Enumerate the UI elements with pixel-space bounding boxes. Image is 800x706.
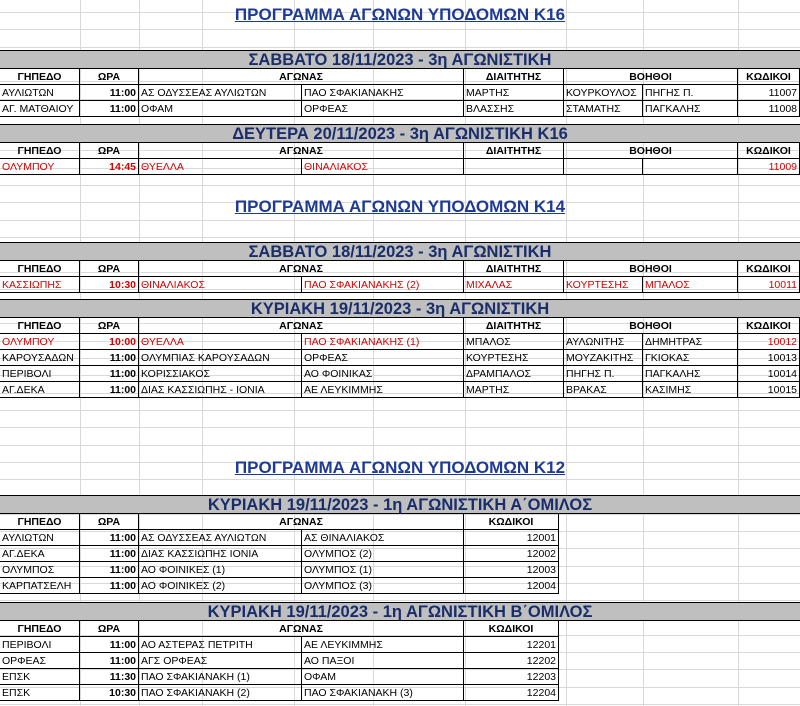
table-cell-time: 11:00 [80,530,139,546]
table-cell-field: ΟΛΥΜΠΟΣ [0,562,80,578]
table-cell-asst1: ΚΟΥΡΤΕΣΗΣ [564,277,643,293]
table-cell-code: 10014 [738,366,800,382]
table-cell-home: ΘΙΝΑΛΙΑΚΟΣ [139,277,302,293]
table-cell-code: 11007 [738,85,800,101]
gridline-horizontal [0,445,800,446]
gridline-horizontal [0,427,800,428]
header-code: ΚΩΔΙΚΟΙ [738,69,800,85]
table-cell-asst1: ΜΟΥΖΑΚΙΤΗΣ [564,350,643,366]
header-referee: ΔΙΑΙΤΗΤΗΣ [464,69,564,85]
table-cell-away: ΑΟ ΦΟΙΝΙΚΑΣ [302,366,464,382]
header-assistants: ΒΟΗΘΟΙ [564,318,738,334]
table-cell-time: 11:00 [80,366,139,382]
section-title: ΠΡΟΓΡΑΜΜΑ ΑΓΩΝΩΝ ΥΠΟΔΟΜΩΝ Κ16 [234,5,566,24]
table-cell-away: ΑΕ ΛΕΥΚΙΜΜΗΣ [302,382,464,398]
table-cell-code: 10013 [738,350,800,366]
table-cell-away: ΠΑΟ ΣΦΑΚΙΑΝΑΚΗ (3) [302,685,464,701]
header-match: ΑΓΩΝΑΣ [139,514,464,530]
table-cell-field: ΠΕΡΙΒΟΛΙ [0,637,80,653]
header-referee: ΔΙΑΙΤΗΤΗΣ [464,143,564,159]
table-cell-asst2: ΠΗΓΗΣ Π. [643,85,738,101]
table-cell-asst1: ΠΗΓΗΣ Π. [564,366,643,382]
header-assistants: ΒΟΗΘΟΙ [564,69,738,85]
table-cell-code: 12202 [464,653,559,669]
table-cell-time: 11:00 [80,653,139,669]
table-cell-home: ΔΙΑΣ ΚΑΣΣΙΩΠΗΣ - ΙΟΝΙΑ [139,382,302,398]
table-cell-field: ΕΠΣΚ [0,669,80,685]
table-cell-away: ΠΑΟ ΣΦΑΚΙΑΝΑΚΗΣ (2) [302,277,464,293]
gridline-horizontal [0,410,800,411]
table-cell-field: ΑΓ.ΔΕΚΑ [0,546,80,562]
table-cell-home: ΑΟ ΦΟΙΝΙΚΕΣ (2) [139,578,302,594]
section-title: ΠΡΟΓΡΑΜΜΑ ΑΓΩΝΩΝ ΥΠΟΔΟΜΩΝ Κ12 [234,458,566,477]
header-referee: ΔΙΑΙΤΗΤΗΣ [464,261,564,277]
table-cell-time: 11:00 [80,382,139,398]
header-referee: ΔΙΑΙΤΗΤΗΣ [464,318,564,334]
table-cell-time: 10:30 [80,685,139,701]
table-cell-time: 11:00 [80,562,139,578]
table-cell-field: ΑΓ. ΜΑΤΘΑΙΟΥ [0,101,80,117]
header-match: ΑΓΩΝΑΣ [139,318,464,334]
table-cell-code: 12002 [464,546,559,562]
table-cell-home: ΑΣ ΟΔΥΣΣΕΑΣ ΑΥΛΙΩΤΩΝ [139,85,302,101]
header-match: ΑΓΩΝΑΣ [139,621,464,637]
table-cell-field: ΑΥΛΙΩΤΩΝ [0,530,80,546]
table-cell-referee: ΒΛΑΣΣΗΣ [464,101,564,117]
table-cell-field: ΟΛΥΜΠΟΥ [0,334,80,350]
day-banner: ΚΥΡΙΑΚΗ 19/11/2023 - 3η ΑΓΩΝΙΣΤΙΚΗ [0,299,800,318]
header-code: ΚΩΔΙΚΟΙ [738,143,800,159]
table-cell-away: ΠΑΟ ΣΦΑΚΙΑΝΑΚΗΣ (1) [302,334,464,350]
gridline-horizontal [0,47,800,48]
table-cell-asst2: ΓΚΙΟΚΑΣ [643,350,738,366]
table-cell-code: 10015 [738,382,800,398]
table-cell-asst2 [643,159,738,175]
header-field: ΓΗΠΕΔΟ [0,69,80,85]
table-cell-home: ΑΟ ΦΟΙΝΙΚΕΣ (1) [139,562,302,578]
header-time: ΩΡΑ [80,621,139,637]
table-cell-referee: ΚΟΥΡΤΕΣΗΣ [464,350,564,366]
table-cell-asst2: ΠΑΓΚΑΛΗΣ [643,366,738,382]
table-cell-referee: ΔΡΑΜΠΑΛΟΣ [464,366,564,382]
table-cell-away: ΟΛΥΜΠΟΣ (1) [302,562,464,578]
gridline-horizontal [0,479,800,480]
header-code: ΚΩΔΙΚΟΙ [738,318,800,334]
table-cell-asst2: ΔΗΜΗΤΡΑΣ [643,334,738,350]
table-cell-code: 12204 [464,685,559,701]
table-cell-referee: ΜΑΡΤΗΣ [464,382,564,398]
table-cell-asst1: ΒΡΑΚΑΣ [564,382,643,398]
header-match: ΑΓΩΝΑΣ [139,143,464,159]
table-cell-away: ΟΦΑΜ [302,669,464,685]
table-cell-home: ΑΟ ΑΣΤΕΡΑΣ ΠΕΤΡΙΤΗ [139,637,302,653]
table-cell-time: 10:30 [80,277,139,293]
table-cell-asst2: ΠΑΓΚΑΛΗΣ [643,101,738,117]
table-cell-away: ΑΣ ΘΙΝΑΛΙΑΚΟΣ [302,530,464,546]
day-banner: ΚΥΡΙΑΚΗ 19/11/2023 - 1η ΑΓΩΝΙΣΤΙΚΗ Α΄ΟΜΙΛΟΣ [0,495,800,514]
header-code: ΚΩΔΙΚΟΙ [464,514,559,530]
header-time: ΩΡΑ [80,261,139,277]
table-cell-referee: ΜΠΑΛΟΣ [464,334,564,350]
header-assistants: ΒΟΗΘΟΙ [564,143,738,159]
table-cell-home: ΘΥΕΛΛΑ [139,159,302,175]
table-cell-time: 11:00 [80,578,139,594]
table-cell-field: ΑΓ.ΔΕΚΑ [0,382,80,398]
table-cell-home: ΟΦΑΜ [139,101,302,117]
table-cell-field: ΚΑΣΣΙΩΠΗΣ [0,277,80,293]
table-cell-away: ΟΡΦΕΑΣ [302,350,464,366]
table-cell-field: ΠΕΡΙΒΟΛΙ [0,366,80,382]
header-field: ΓΗΠΕΔΟ [0,261,80,277]
table-cell-asst1 [564,159,643,175]
table-cell-code: 11009 [738,159,800,175]
table-cell-home: ΔΙΑΣ ΚΑΣΣΙΩΠΗΣ ΙΟΝΙΑ [139,546,302,562]
table-cell-time: 11:00 [80,85,139,101]
table-cell-referee: ΜΑΡΤΗΣ [464,85,564,101]
table-cell-field: ΟΛΥΜΠΟΥ [0,159,80,175]
table-cell-home: ΑΣ ΟΔΥΣΣΕΑΣ ΑΥΛΙΩΤΩΝ [139,530,302,546]
header-field: ΓΗΠΕΔΟ [0,621,80,637]
table-cell-asst1: ΑΥΛΩΝΙΤΗΣ [564,334,643,350]
table-cell-asst1: ΣΤΑΜΑΤΗΣ [564,101,643,117]
table-cell-field: ΚΑΡΟΥΣΑΔΩΝ [0,350,80,366]
table-cell-away: ΠΑΟ ΣΦΑΚΙΑΝΑΚΗΣ [302,85,464,101]
table-cell-field: ΟΡΦΕΑΣ [0,653,80,669]
gridline-horizontal [0,237,800,238]
table-cell-code: 12203 [464,669,559,685]
table-cell-code: 11008 [738,101,800,117]
gridline-horizontal [0,600,800,601]
header-assistants: ΒΟΗΘΟΙ [564,261,738,277]
table-cell-asst1: ΚΟΥΡΚΟΥΛΟΣ [564,85,643,101]
table-cell-field: ΕΠΣΚ [0,685,80,701]
table-cell-time: 14:45 [80,159,139,175]
table-cell-home: ΘΥΕΛΛΑ [139,334,302,350]
header-field: ΓΗΠΕΔΟ [0,318,80,334]
table-cell-referee: ΜΙΧΑΛΑΣ [464,277,564,293]
header-match: ΑΓΩΝΑΣ [139,261,464,277]
table-cell-field: ΚΑΡΠΑΤΣΕΛΗ [0,578,80,594]
table-cell-away: ΑΕ ΛΕΥΚΙΜΜΗΣ [302,637,464,653]
table-cell-home: ΠΑΟ ΣΦΑΚΙΑΝΑΚΗ (2) [139,685,302,701]
header-code: ΚΩΔΙΚΟΙ [738,261,800,277]
day-banner: ΣΑΒΒΑΤΟ 18/11/2023 - 3η ΑΓΩΝΙΣΤΙΚΗ [0,50,800,69]
gridline-horizontal [0,704,800,705]
gridline-horizontal [0,220,800,221]
table-cell-referee [464,159,564,175]
header-time: ΩΡΑ [80,143,139,159]
table-cell-home: ΟΛΥΜΠΙΑΣ ΚΑΡΟΥΣΑΔΩΝ [139,350,302,366]
table-cell-home: ΑΓΣ ΟΡΦΕΑΣ [139,653,302,669]
table-cell-code: 12003 [464,562,559,578]
table-cell-asst2: ΜΠΑΛΟΣ [643,277,738,293]
header-match: ΑΓΩΝΑΣ [139,69,464,85]
header-field: ΓΗΠΕΔΟ [0,143,80,159]
table-cell-time: 11:00 [80,546,139,562]
table-cell-code: 12201 [464,637,559,653]
gridline-horizontal [0,29,800,30]
table-cell-away: ΟΛΥΜΠΟΣ (2) [302,546,464,562]
table-cell-time: 11:00 [80,101,139,117]
table-cell-away: ΟΡΦΕΑΣ [302,101,464,117]
table-cell-code: 12004 [464,578,559,594]
table-cell-field: ΑΥΛΙΩΤΩΝ [0,85,80,101]
table-cell-home: ΚΟΡΙΣΣΙΑΚΟΣ [139,366,302,382]
table-cell-asst2: ΚΑΣΙΜΗΣ [643,382,738,398]
table-cell-time: 11:30 [80,669,139,685]
table-cell-time: 11:00 [80,350,139,366]
table-cell-code: 10012 [738,334,800,350]
gridline-horizontal [0,185,800,186]
day-banner: ΔΕΥΤΕΡΑ 20/11/2023 - 3η ΑΓΩΝΙΣΤΙΚΗ Κ16 [0,124,800,143]
section-title: ΠΡΟΓΡΑΜΜΑ ΑΓΩΝΩΝ ΥΠΟΔΟΜΩΝ Κ14 [234,197,566,216]
table-cell-code: 10011 [738,277,800,293]
header-field: ΓΗΠΕΔΟ [0,514,80,530]
day-banner: ΚΥΡΙΑΚΗ 19/11/2023 - 1η ΑΓΩΝΙΣΤΙΚΗ Β΄ΟΜΙΛΟΣ [0,602,800,621]
table-cell-code: 12001 [464,530,559,546]
table-cell-time: 11:00 [80,637,139,653]
header-code: ΚΩΔΙΚΟΙ [464,621,559,637]
table-cell-away: ΟΛΥΜΠΟΣ (3) [302,578,464,594]
header-time: ΩΡΑ [80,514,139,530]
day-banner: ΣΑΒΒΑΤΟ 18/11/2023 - 3η ΑΓΩΝΙΣΤΙΚΗ [0,242,800,261]
table-cell-away: ΑΟ ΠΑΞΟΙ [302,653,464,669]
table-cell-away: ΘΙΝΑΛΙΑΚΟΣ [302,159,464,175]
header-time: ΩΡΑ [80,318,139,334]
table-cell-home: ΠΑΟ ΣΦΑΚΙΑΝΑΚΗ (1) [139,669,302,685]
header-time: ΩΡΑ [80,69,139,85]
table-cell-time: 10:00 [80,334,139,350]
